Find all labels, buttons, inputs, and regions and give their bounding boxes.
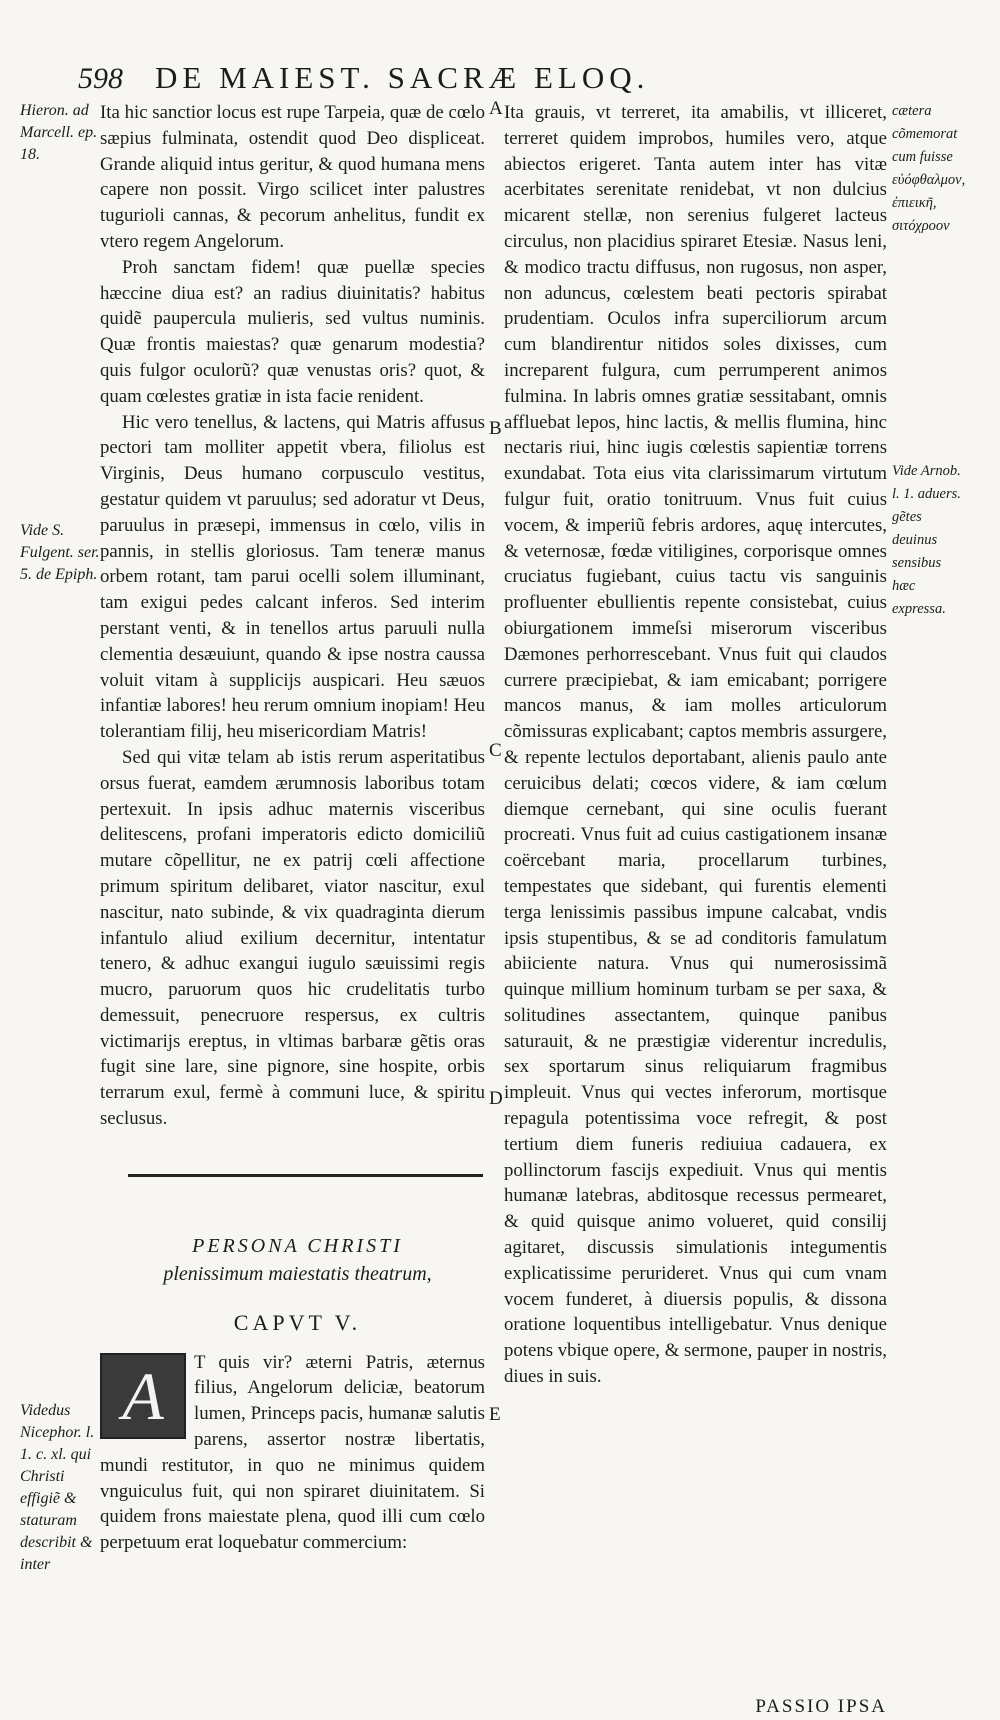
running-title: DE MAIEST. SACRÆ ELOQ. xyxy=(155,60,650,95)
section-heading: PERSONA CHRISTI xyxy=(192,1234,403,1257)
page-number: 598 xyxy=(78,62,123,95)
chapter-opening xyxy=(100,1350,485,1556)
margin-note-hieronymus: Hieron. ad Marcell. ep. 18. xyxy=(20,102,98,163)
paragraph: Ita grauis, vt terreret, ita amabilis, vt illiceret, terreret quidem improbos, humiles vero, atque abiectos erigeret. Tanta autem inter has vitæ acerbitates serenitate renidebat, vt non dulcius micarent stellæ, non serenius fulgeret lacteus circulus, non placidius spiraret Etesiæ. Nasus leni, & modico tractu diffusus, non rugosus, non asper, non aduncus, cœlestem beati pectoris spirabat prudentiam. Oculos infra superciliorum arcum cum blandirentur nitidos soles dixisses, cum increparent fulgura, cum perrumperent animos fulmina. In labris omnes gratiæ sessitabant, omnis affluebat lepos, hinc lactis, & mellis flumina, hinc nectaris riui, hinc iugis cœlestis sapientiæ torrens exundabat. Tota eius vita clarissimarum virtutum fulgur fuit, oratio tonitruum. Vnus fuit cuius vocem, & imperiũ febris ardores, aquę intercutes, & veternosæ, fœdæ vitiligines, corporisque omnes cruciatus fugiebant, cuius tactu vis sanguinis profluenter ebullientis repente consistebat, cuius obiurgationem immeſsi miserorum visceribus Dæmones perhorrescebant. Vnus fuit qui claudos currere præcipiebat, & iam emicabant; porrigere mancos manus, & iam molles articulorum cõmissuras explicabant; captos membris assurgere, & repente lectulos deportabant, alienis paulo ante ceruicibus delati; cœcos videre, & iam cœlum diemque cernebant, qui sine oculis fuerant procreati. Vnus fuit ad cuius castigationem insanæ coërcebant maria, procellarum turbines, tempestates que sidebant, qui furentis elementi terga lenissimis passibus impune calcabat, vndis ipsis stupentibus, & se ad conditoris famulatum abiiciente natura. Vnus qui numerosissimã quinque millium hominum turbam se per saxa, & solitudines assectantem, quinque panibus saturauit, & ne præstigiæ viderentur incredulis, sex sportarum sinus reliquiarum fragmibus impleuit. Vnus qui vectes inferorum, mortisque repagula potentissima voce refregit, & post tertium diem funeris rediuiua cadauera, ex pollinctorum fascijs expediuit. Vnus qui mentis humanæ latebras, abditosque recessus permearet, & quid quisque animo volueret, quid consilij agitaret, discussis simulationis integumentis explicatissime perurideret. Vnus qui cum vnam vocem funderet, à diuersis populis, & dissona oratione loquentibus intelligebatur. Vnus denique potens vbique opere, & sermone, pauper in nostris, diues in suis. xyxy=(504,102,887,1388)
section-letter-c: C xyxy=(489,740,502,761)
page-header xyxy=(78,60,838,102)
section-subheading: plenissimum maiestatis theatrum, xyxy=(163,1262,432,1285)
section-letter-d: D xyxy=(489,1088,503,1109)
section-letter-b: B xyxy=(489,418,502,439)
dropcap: A xyxy=(100,1353,186,1439)
section-letter-a: A xyxy=(489,98,503,119)
paragraph: Ita hic sanctior locus est rupe Tarpeia, quæ de cœlo sæpius fulminata, ostendit quod Deo displiceat. Grande aliquid intus geritur, & quod humana mens capere non possit. Virgo scilicet inter palustres tugurioli cannas, & pecorum anhelitus, fundit ex vtero regem Angelorum. xyxy=(100,102,485,252)
right-column xyxy=(504,100,887,1720)
section-divider xyxy=(128,1174,483,1177)
margin-note-arnobius: Vide Arnob. l. 1. aduers. gẽtes deuinus sensibus hæc expressa. xyxy=(892,463,961,617)
paragraph: Sed qui vitæ telam ab istis rerum asperitatibus orsus fuerat, eamdem ærumnosis laboribus totam pertexuit. In ipsis adhuc maternis visceribus delitescens, profani imperatoris edicto domiciliũ mutare cõpellitur, ne ex patrij cœli affectione primum spiritum delibaret, viator nascitur, exul nascitur, nato subinde, & vix quadraginta dierum infantulo aliud exilium decernitur, intentatur tenero, & adhuc exangui iugulo sæuissimi regis mucro, paruorum quos hic crudelitatis turbo demessuit, penecruore respersus, ex cultris victimarijs ereptus, in vltimas barbaræ gẽtis oras fugit sine lare, sine pignore, sine hospite, orbis terrarum exul, fermè à communi luce, & spiritu seclusus. xyxy=(100,746,485,1130)
catchword: PASSIO IPSA xyxy=(755,1696,887,1718)
left-column xyxy=(100,100,485,1556)
paragraph: Hic vero tenellus, & lactens, qui Matris affusus pectori tam molliter appetit vbera, filiolus est Virginis, Deus humano corpusculo vestitus, gestatur quidem vt paruulus; sed adoratur vt Deus, paruulus in præsepi, immensus in cœlo, vilis in pannis, in stellis gloriosus. Tam teneræ manus orbem rotant, tam parui ocelli solem illuminant, tam exigui pedes calcant inferos. Sed interim perstant venti, & in tenellos artus paruuli nulla clementia desæuiunt, quando & ipse nostra caussa voluit vitam à supplicijs auspicari. Heu sæuos infantiæ labores! heu rerum omnium inopiam! Heu tolerantiam filij, heu misericordiam Matris! xyxy=(100,411,485,743)
section-letter-e: E xyxy=(489,1404,501,1425)
margin-note-greek: cætera cõmemorat cum fuisse εὐόφθαλμον, ἐπιεικῆ, σιτόχροον xyxy=(892,103,966,234)
margin-note-nicephorus: Videdus Nicephor. l. 1. c. xl. qui Christi effigiẽ & staturam describit & inter xyxy=(20,1402,95,1573)
chapter-heading: CAPVT V. xyxy=(233,1309,362,1335)
margin-note-fulgentius: Vide S. Fulgent. ser. 5. de Epiph. xyxy=(20,522,100,583)
paragraph: Proh sanctam fidem! quæ puellæ species hæccine diua est? an radius diuinitatis? habitus quidẽ paupercula mulieris, sed vultus numinis. Quæ frontis maiestas? quæ genarum modestia? quis fulgor oculorũ? quæ venustas oris? quot, & quam cœlestes gratiæ in ista facie renident. xyxy=(100,256,485,407)
chapter-text: T quis vir? æterni Patris, æternus filius, Angelorum deliciæ, beatorum lumen, Princeps pacis, humanæ salutis parens, assertor nostræ libertatis, mundi restitutor, in quo ne minimus quidem vnguiculus fuit, qui non spiraret diuinitatem. Si quidem frons maiestate plena, quod illi cum cœlo perpetuum erat loquebatur commercium: xyxy=(100,1351,485,1554)
